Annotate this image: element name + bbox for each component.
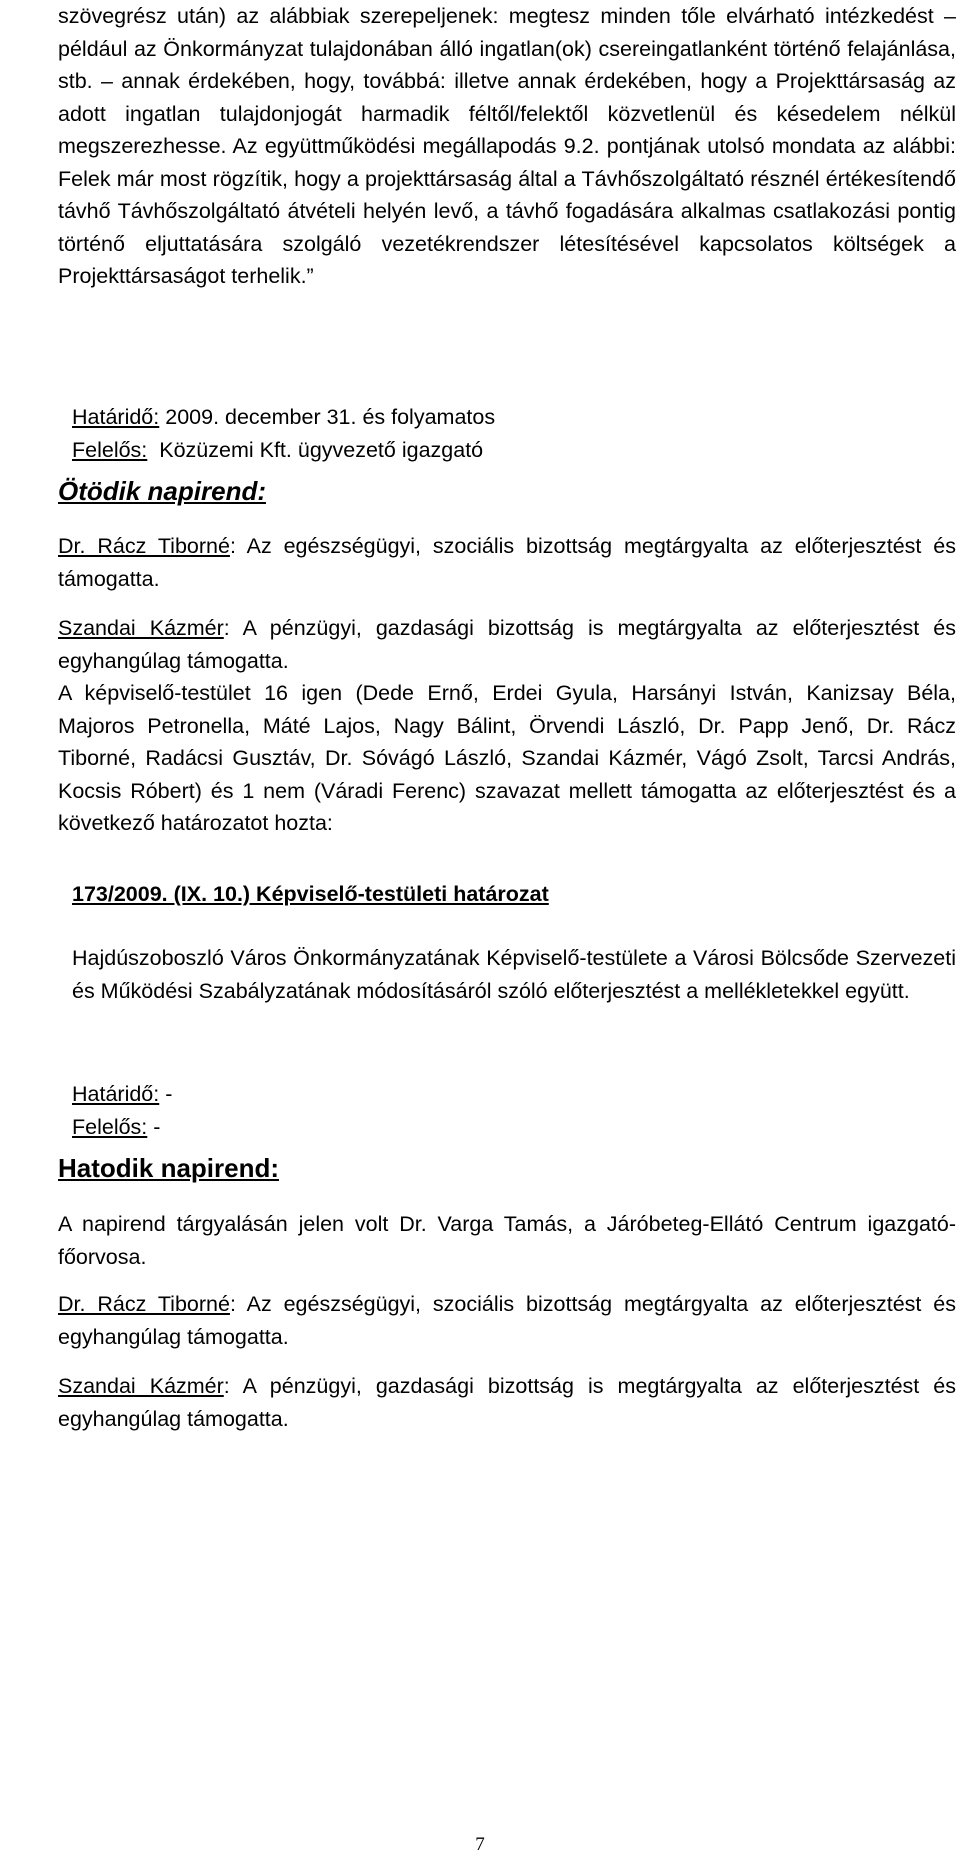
responsible-value: Közüzemi Kft. ügyvezető igazgató [159, 438, 484, 462]
responsible-value: - [153, 1115, 161, 1139]
speaker-name: Dr. Rácz Tiborné [58, 1292, 230, 1316]
responsible-label: Felelős: [72, 1115, 148, 1139]
intro-paragraph: szövegrész után) az alábbiak szerepeljenek: megtesz minden tőle elvárható intézkedést – például az Önkormányzat tulajdonában álló ingatlan(ok) csereingatlanként történő felajánlása, stb. – annak érdekében, hogy, továbbá: illetve annak érdekében, hogy a Projekttársaság az adott ingatlan tulajdonjogát harmadik féltől/felektől közvetlenül és késedelem nélkül megszerezhesse. Az együttműködési megállapodás 9.2. pontjának utolsó mondata az alábbi: Felek már most rögzítik, hogy a projekttársaság által a Távhőszolgáltató résznél értékesítendő távhő Távhőszolgáltató átvételi helyén levő, a távhő fogadására alkalmas csatlakozási pontig történő eljuttatására szolgáló vezetékrendszer létesítésével kapcsolatos költségek a Projekttársaságot terhelik.” [58, 4, 956, 288]
deadline-value: 2009. december 31. és folyamatos [165, 405, 496, 429]
section-5-committee-health [58, 530, 956, 595]
speaker-statement: : Az egészségügyi, szociális bizottság megtárgyalta az előterjesztést és támogatta. [58, 534, 956, 591]
responsible-label: Felelős: [72, 438, 148, 462]
page-number: 7 [475, 1834, 485, 1855]
section-6-committee-health [58, 1288, 956, 1353]
speaker-statement: : A pénzügyi, gazdasági bizottság is megtárgyalta az előterjesztést és egyhangúlag támogatta. [58, 1374, 956, 1431]
resolution-text: Hajdúszoboszló Város Önkormányzatának Képviselő-testülete a Városi Bölcsőde Szervezeti és Működési Szabályzatának módosításáról szóló előterjesztést a mellékletekkel együtt. [72, 946, 956, 1003]
speaker-name: Dr. Rácz Tiborné [58, 534, 230, 558]
deadline-label: Határidő: [72, 405, 160, 429]
section-5-committee-finance [58, 612, 956, 677]
section-6-heading: Hatodik napirend: [58, 1153, 280, 1183]
deadline-line-2 [72, 1078, 956, 1111]
responsible-line-2 [72, 1111, 956, 1144]
section-6-committee-finance [58, 1370, 956, 1435]
section-5-heading: Ötödik napirend: [58, 476, 266, 506]
speaker-name: Szandai Kázmér [58, 1374, 224, 1398]
speaker-statement: : A pénzügyi, gazdasági bizottság is megtárgyalta az előterjesztést és egyhangúlag támogatta. [58, 616, 956, 673]
deadline-label: Határidő: [72, 1082, 160, 1106]
section-5-vote: A képviselő-testület 16 igen (Dede Ernő, Erdei Gyula, Harsányi István, Kanizsay Béla, Majoros Petronella, Máté Lajos, Nagy Bálint, Örvendi László, Dr. Papp Jenő, Dr. Rácz Tiborné, Radácsi Gusztáv, Dr. Sóvágó László, Szandai Kázmér, Vágó Zsolt, Tarcsi András, Kocsis Róbert) és 1 nem (Váradi Ferenc) szavazat mellett támogatta az előterjesztést és a következő határozatot hozta: [58, 681, 956, 835]
speaker-name: Szandai Kázmér [58, 616, 224, 640]
speaker-statement: : Az egészségügyi, szociális bizottság megtárgyalta az előterjesztést és egyhangúlag támogatta. [58, 1292, 956, 1349]
section-6-intro: A napirend tárgyalásán jelen volt Dr. Varga Tamás, a Járóbeteg-Ellátó Centrum igazgató-főorvosa. [58, 1212, 956, 1269]
deadline-line-1 [72, 401, 956, 434]
deadline-value: - [165, 1082, 173, 1106]
responsible-line-1 [72, 434, 956, 467]
resolution-title: 173/2009. (IX. 10.) Képviselő-testületi határozat [72, 882, 549, 906]
